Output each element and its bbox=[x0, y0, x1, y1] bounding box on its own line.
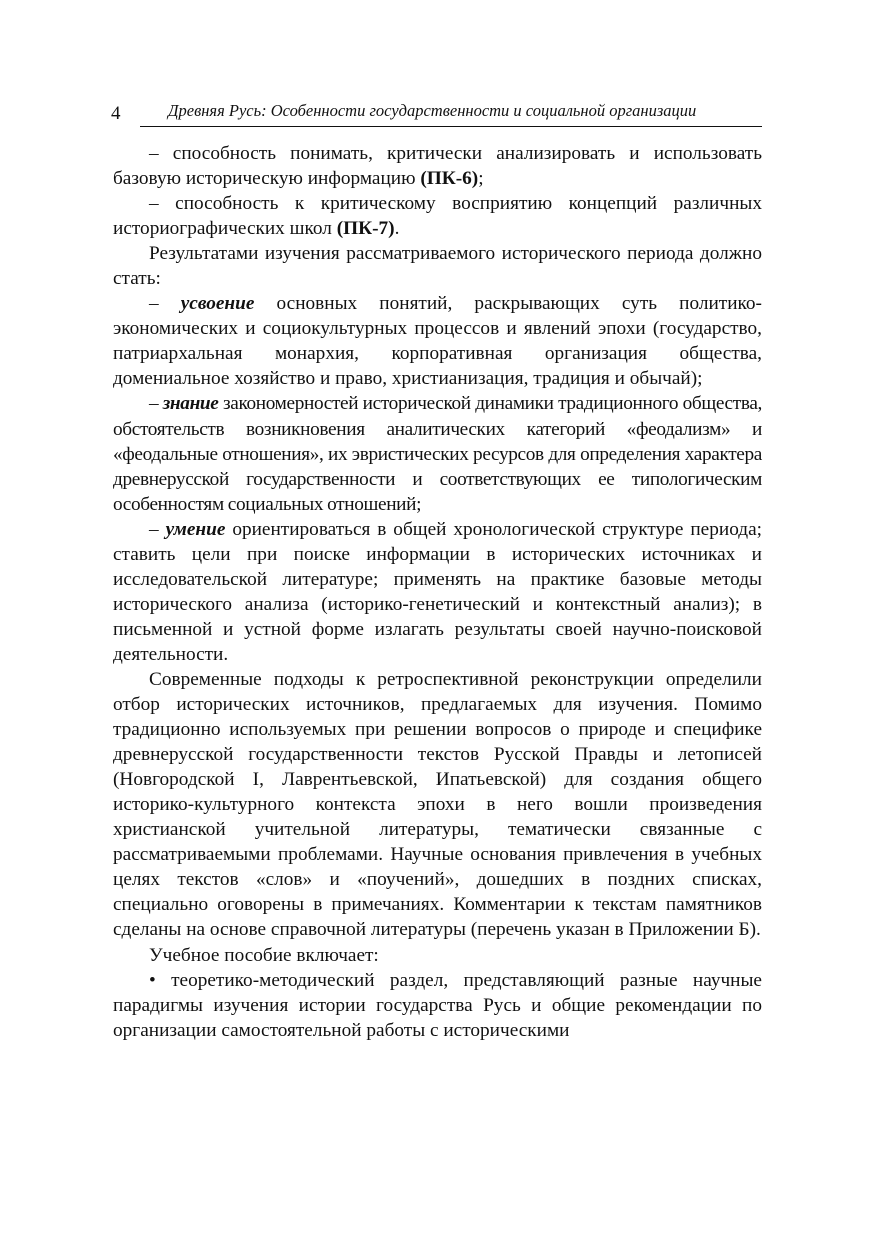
paragraph-text: – способность понимать, критически анализировать и использовать базовую историческую информацию bbox=[113, 143, 762, 190]
paragraph-text: закономерностей исторической динамики традиционного общества, обстоятельств возникновения аналитических категорий «феодализм» и «феодальные отношения», их эвристических ресурсов для определения характера древнерусской государственности и соответствующих ее типологическим особенностям социальных отношений; bbox=[113, 393, 762, 515]
page-number: 4 bbox=[111, 103, 121, 124]
paragraph-mastery bbox=[113, 291, 762, 391]
paragraph-text: основных понятий, раскрывающих суть политико-экономических и социокультурных процессов и явлений эпохи (государство, патриархальная монархия, корпоративная организация общества, домениальное хозяйство и право, христианизация, традиция и обычай); bbox=[113, 293, 762, 390]
paragraph-text: теоретико-методический раздел, представляющий разные научные парадигмы изучения истории государства Русь и общие рекомендации по организации самостоятельной работы с историческими bbox=[113, 969, 762, 1041]
paragraph-knowledge bbox=[113, 391, 762, 516]
paragraph-textbook-includes: Учебное пособие включает: bbox=[149, 944, 379, 966]
list-dash: – bbox=[149, 293, 181, 315]
running-title: Древняя Русь: Особенности государственности и социальной организации bbox=[168, 101, 697, 120]
paragraph-end: ; bbox=[478, 168, 484, 190]
lead-term: знание bbox=[162, 393, 219, 415]
paragraph-competence-pk7 bbox=[113, 191, 762, 241]
header-rule bbox=[140, 126, 762, 127]
paragraph-skills bbox=[113, 517, 762, 667]
paragraph-competence-pk6 bbox=[113, 141, 762, 191]
paragraph-modern-approaches: Современные подходы к ретроспективной реконструкции определили отбор исторических источников, предлагаемых для изучения. Помимо традиционно используемых при решении вопросов о природе и специфике древнерусской государственности текстов Русской Правды и летописей (Новгородской I, Лаврентьевской, Ипатьевской) для создания общего историко-культурного контекста эпохи в него вошли произведения христианской учительной литературы, тематически связанные с рассматриваемыми проблемами. Научные основания привлечения в учебных целях текстов «слов» и «поучений», дошедших в поздних списках, специально оговорены в примечаниях. Комментарии к текстам памятников сделаны на основе справочной литературы (перечень указан в Приложении Б). bbox=[113, 668, 762, 941]
paragraph-text: ориентироваться в общей хронологической структуре периода; ставить цели при поиске информации в исторических источниках и исследовательской литературе; применять на практике базовые методы исторического анализа (историко-генетический и контекстный анализ); в письменной и устной форме излагать результаты своей научно-поисковой деятельности. bbox=[113, 518, 762, 665]
bullet-icon: • bbox=[149, 969, 172, 991]
paragraph-results-intro: Результатами изучения рассматриваемого исторического периода должно стать: bbox=[113, 243, 762, 290]
text-body bbox=[113, 141, 762, 1043]
competence-code: (ПК-6) bbox=[420, 168, 479, 190]
paragraph-text: – способность к критическому восприятию концепций различных историографических школ bbox=[113, 193, 762, 240]
list-dash: – bbox=[149, 518, 166, 540]
paragraph-end: . bbox=[394, 218, 400, 240]
lead-term: умение bbox=[165, 518, 226, 540]
lead-term: усвоение bbox=[180, 293, 255, 315]
list-dash: – bbox=[149, 393, 163, 415]
paragraph-theory-section bbox=[113, 968, 762, 1043]
competence-code: (ПК-7) bbox=[336, 218, 395, 240]
